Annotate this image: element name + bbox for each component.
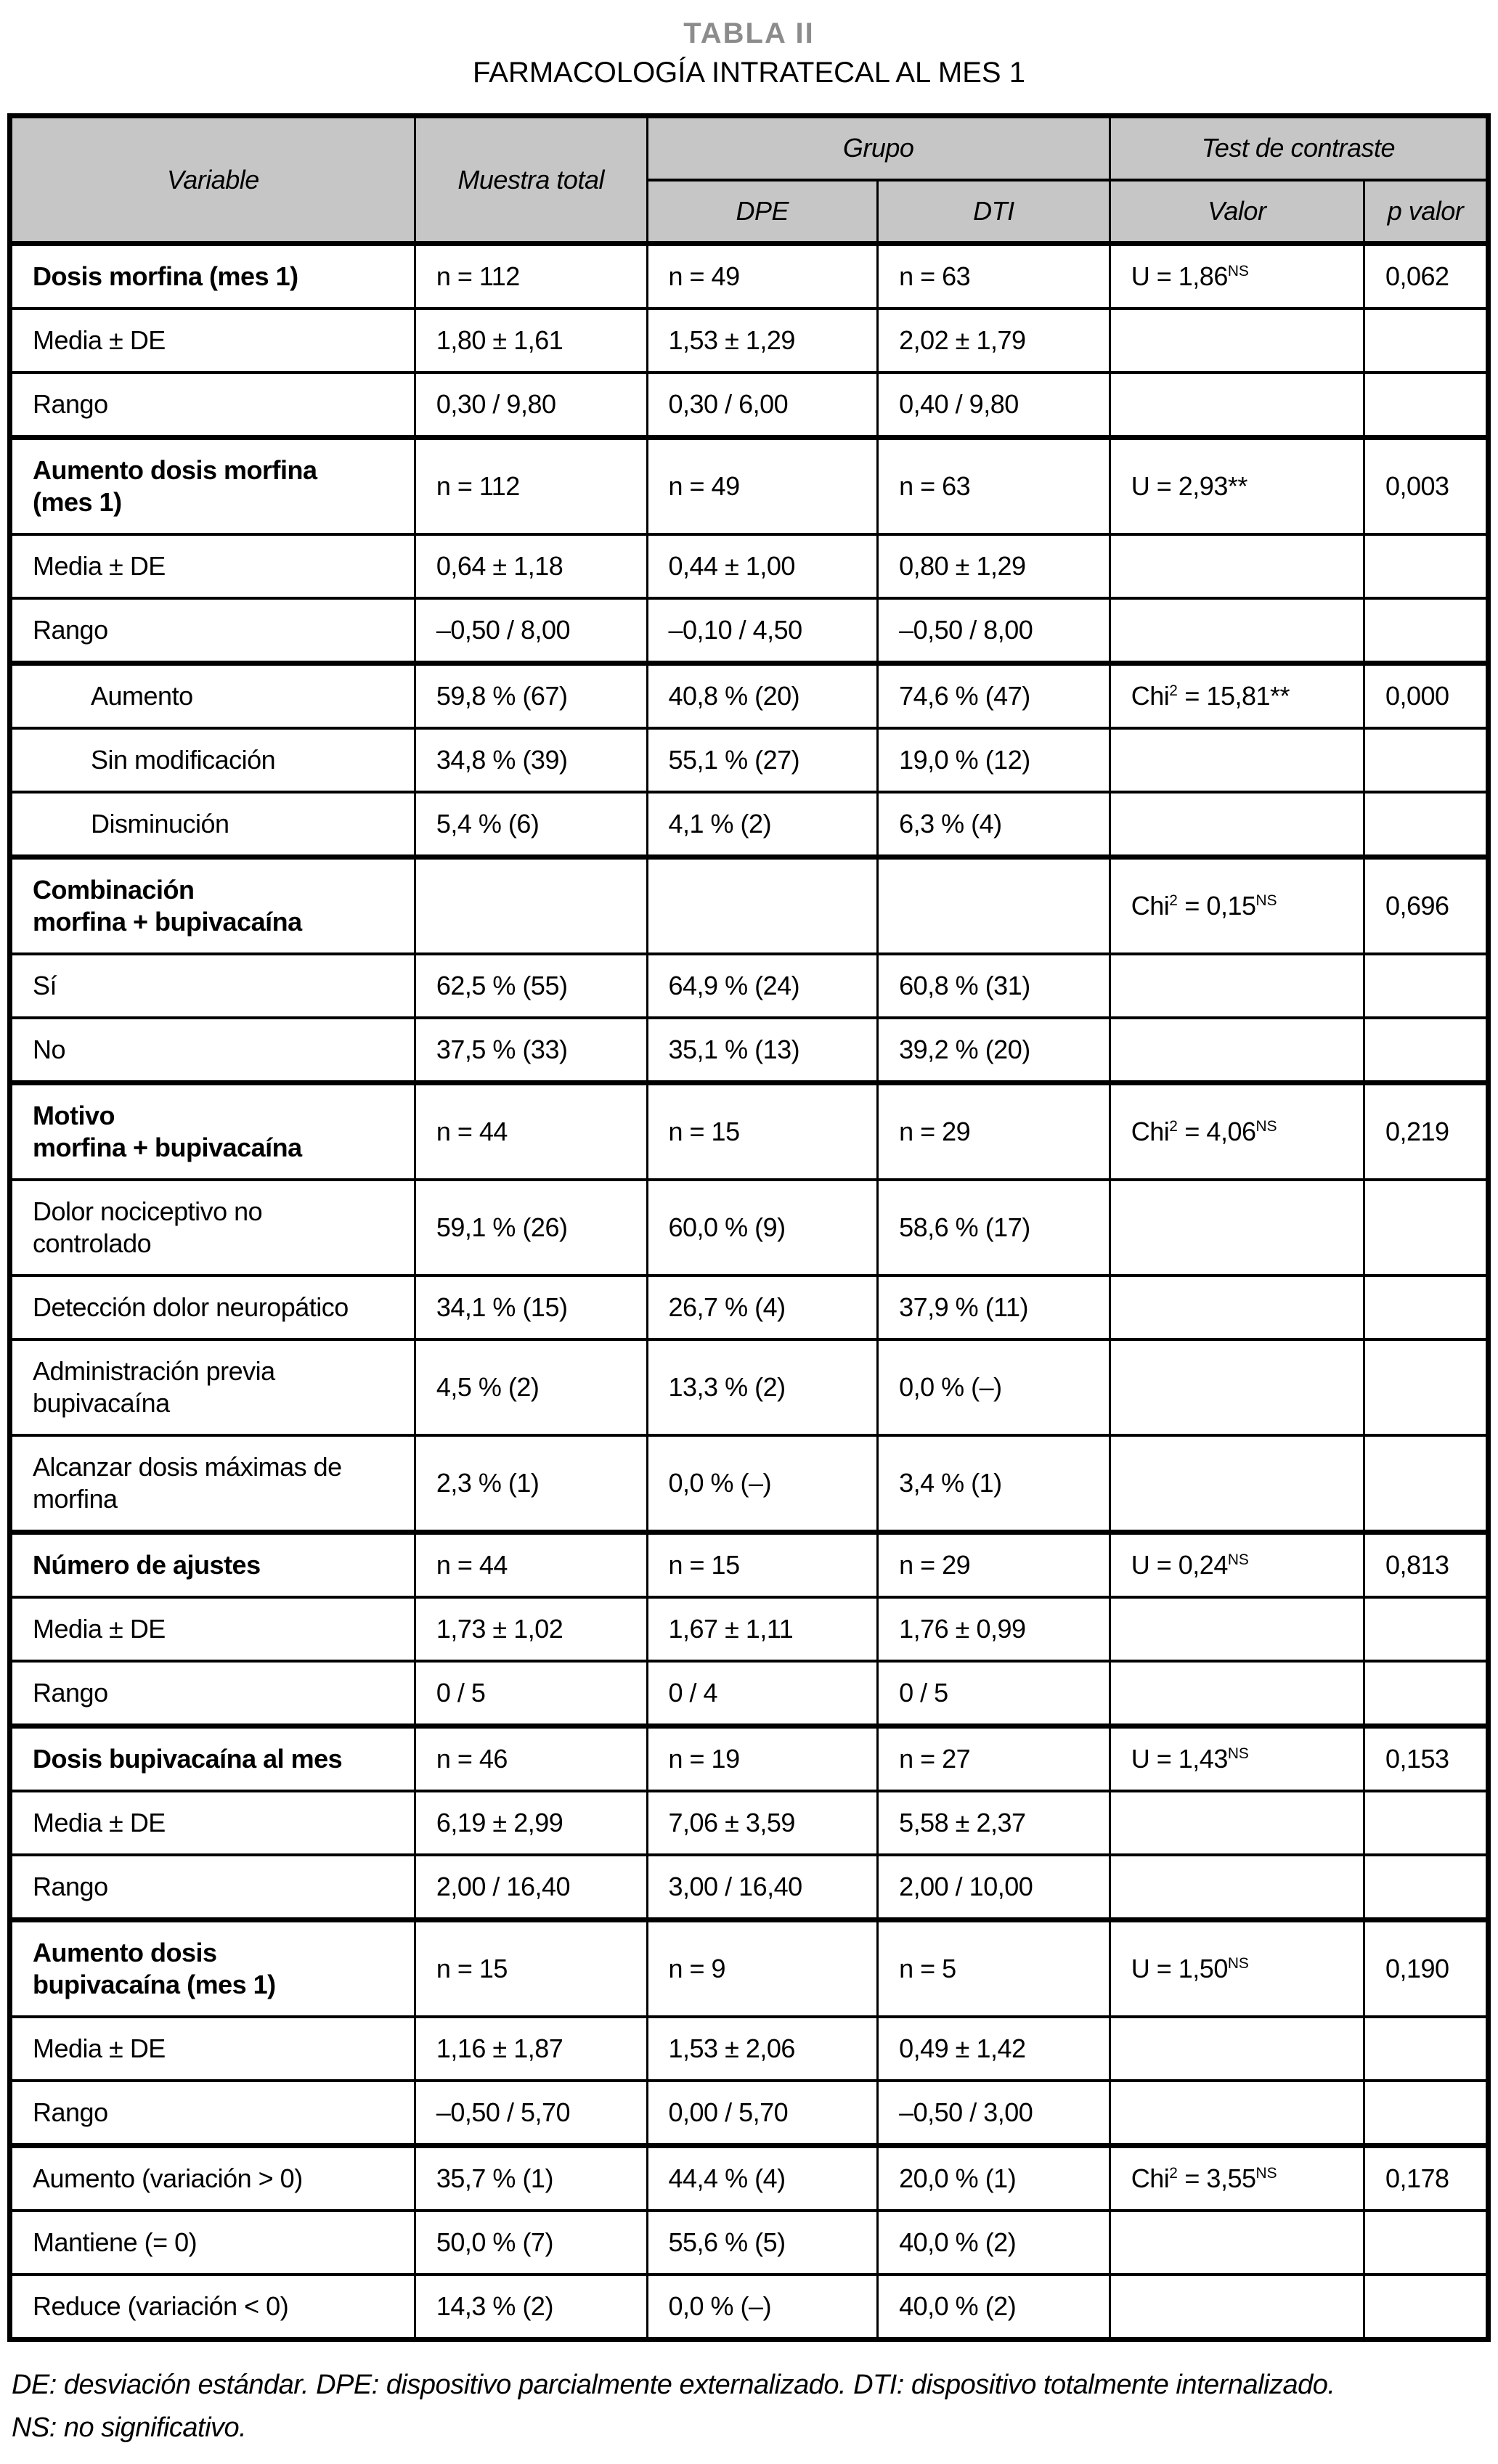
- row-label: Dosis morfina (mes 1): [10, 244, 415, 309]
- cell-dpe: 55,6 % (5): [647, 2211, 878, 2275]
- row-label: Detección dolor neuropático: [10, 1276, 415, 1339]
- cell-p-valor: 0,062: [1364, 244, 1488, 309]
- cell-dpe: n = 15: [647, 1533, 878, 1598]
- cell-dpe: n = 19: [647, 1726, 878, 1792]
- cell-test-valor: [1110, 309, 1364, 372]
- cell-muestra-total: 4,5 % (2): [415, 1339, 647, 1435]
- table-row: [10, 1791, 1489, 1855]
- cell-test-valor: [1110, 598, 1364, 664]
- cell-p-valor: [1364, 1018, 1488, 1083]
- table-body: [10, 244, 1489, 2340]
- header-test-contraste: Test de contraste: [1110, 116, 1488, 180]
- row-label: Aumento dosis bupivacaína (mes 1): [10, 1920, 415, 2018]
- row-label: Rango: [10, 1661, 415, 1726]
- cell-dti: 0,0 % (–): [878, 1339, 1110, 1435]
- row-label: Disminución: [10, 792, 415, 857]
- cell-p-valor: [1364, 534, 1488, 598]
- cell-test-valor: $Chi^2 = 3,55^{NS}$: [1110, 2146, 1364, 2211]
- table-row: [10, 372, 1489, 438]
- table-header: [10, 116, 1489, 244]
- header-row-1: [10, 116, 1489, 180]
- cell-p-valor: 0,190: [1364, 1920, 1488, 2018]
- cell-test-valor: [1110, 1661, 1364, 1726]
- cell-dti: n = 63: [878, 244, 1110, 309]
- cell-test-valor: [1110, 1018, 1364, 1083]
- cell-dti: 20,0 % (1): [878, 2146, 1110, 2211]
- table-row: [10, 1855, 1489, 1920]
- cell-dti: –0,50 / 3,00: [878, 2081, 1110, 2146]
- header-dpe: DPE: [647, 180, 878, 244]
- cell-dti: 58,6 % (17): [878, 1180, 1110, 1276]
- row-label: Combinación morfina + bupivacaína: [10, 857, 415, 955]
- cell-p-valor: [1364, 372, 1488, 438]
- header-dti: DTI: [878, 180, 1110, 244]
- cell-muestra-total: 2,00 / 16,40: [415, 1855, 647, 1920]
- cell-muestra-total: n = 44: [415, 1083, 647, 1180]
- cell-muestra-total: 1,73 ± 1,02: [415, 1597, 647, 1661]
- table-row: [10, 1083, 1489, 1180]
- row-label: Sí: [10, 954, 415, 1018]
- cell-dpe: 0 / 4: [647, 1661, 878, 1726]
- row-label: Reduce (variación < 0): [10, 2275, 415, 2340]
- table-row: [10, 1597, 1489, 1661]
- cell-dti: 5,58 ± 2,37: [878, 1791, 1110, 1855]
- cell-muestra-total: 0,30 / 9,80: [415, 372, 647, 438]
- row-label: Rango: [10, 598, 415, 664]
- cell-dti: 2,00 / 10,00: [878, 1855, 1110, 1920]
- cell-dti: n = 29: [878, 1533, 1110, 1598]
- cell-test-valor: [1110, 1597, 1364, 1661]
- row-label: Aumento (variación > 0): [10, 2146, 415, 2211]
- table-row: [10, 1018, 1489, 1083]
- cell-muestra-total: n = 15: [415, 1920, 647, 2018]
- cell-test-valor: [1110, 2211, 1364, 2275]
- table-row: [10, 534, 1489, 598]
- cell-muestra-total: 6,19 ± 2,99: [415, 1791, 647, 1855]
- row-label: Media ± DE: [10, 534, 415, 598]
- cell-test-valor: [1110, 1339, 1364, 1435]
- cell-test-valor: [1110, 372, 1364, 438]
- cell-p-valor: [1364, 2081, 1488, 2146]
- cell-dpe: 44,4 % (4): [647, 2146, 878, 2211]
- cell-dpe: 4,1 % (2): [647, 792, 878, 857]
- table-row: [10, 1276, 1489, 1339]
- table-row: [10, 2081, 1489, 2146]
- cell-test-valor: [1110, 2275, 1364, 2340]
- cell-test-valor: [1110, 1791, 1364, 1855]
- row-label: Rango: [10, 2081, 415, 2146]
- footnote: [12, 2364, 1486, 2449]
- cell-test-valor: [1110, 792, 1364, 857]
- cell-test-valor: [1110, 1180, 1364, 1276]
- cell-dti: n = 63: [878, 438, 1110, 535]
- cell-dti: 2,02 ± 1,79: [878, 309, 1110, 372]
- cell-dti: 37,9 % (11): [878, 1276, 1110, 1339]
- row-label: Media ± DE: [10, 309, 415, 372]
- cell-muestra-total: 14,3 % (2): [415, 2275, 647, 2340]
- header-muestra-total: Muestra total: [415, 116, 647, 244]
- table-row: [10, 857, 1489, 955]
- row-label: Media ± DE: [10, 2017, 415, 2081]
- table-row: [10, 244, 1489, 309]
- title-block: [7, 17, 1491, 89]
- cell-dpe: 64,9 % (24): [647, 954, 878, 1018]
- cell-dpe: [647, 857, 878, 955]
- table-row: [10, 1533, 1489, 1598]
- cell-p-valor: [1364, 2275, 1488, 2340]
- row-label: Rango: [10, 1855, 415, 1920]
- table-row: [10, 728, 1489, 792]
- cell-p-valor: 0,153: [1364, 1726, 1488, 1792]
- cell-dti: 39,2 % (20): [878, 1018, 1110, 1083]
- cell-dti: 74,6 % (47): [878, 664, 1110, 729]
- table-row: [10, 792, 1489, 857]
- row-label: Mantiene (= 0): [10, 2211, 415, 2275]
- cell-muestra-total: 37,5 % (33): [415, 1018, 647, 1083]
- row-label: Aumento: [10, 664, 415, 729]
- cell-test-valor: $Chi^2 = 4,06^{NS}$: [1110, 1083, 1364, 1180]
- cell-p-valor: 0,219: [1364, 1083, 1488, 1180]
- table-row: [10, 2017, 1489, 2081]
- cell-dpe: 35,1 % (13): [647, 1018, 878, 1083]
- cell-dti: n = 27: [878, 1726, 1110, 1792]
- row-label: Rango: [10, 372, 415, 438]
- cell-p-valor: [1364, 598, 1488, 664]
- table-row: [10, 2275, 1489, 2340]
- cell-dpe: n = 49: [647, 244, 878, 309]
- cell-dpe: n = 9: [647, 1920, 878, 2018]
- cell-dpe: –0,10 / 4,50: [647, 598, 878, 664]
- table-subtitle: FARMACOLOGÍA INTRATECAL AL MES 1: [473, 57, 1025, 89]
- cell-p-valor: 0,696: [1364, 857, 1488, 955]
- cell-muestra-total: 34,8 % (39): [415, 728, 647, 792]
- cell-muestra-total: –0,50 / 8,00: [415, 598, 647, 664]
- cell-dpe: 1,53 ± 2,06: [647, 2017, 878, 2081]
- cell-p-valor: [1364, 1276, 1488, 1339]
- row-label: Motivo morfina + bupivacaína: [10, 1083, 415, 1180]
- cell-muestra-total: 0,64 ± 1,18: [415, 534, 647, 598]
- cell-p-valor: [1364, 2017, 1488, 2081]
- cell-dpe: 13,3 % (2): [647, 1339, 878, 1435]
- cell-p-valor: [1364, 2211, 1488, 2275]
- cell-dpe: 0,44 ± 1,00: [647, 534, 878, 598]
- cell-dti: 40,0 % (2): [878, 2275, 1110, 2340]
- cell-dpe: 26,7 % (4): [647, 1276, 878, 1339]
- row-label: No: [10, 1018, 415, 1083]
- cell-dti: [878, 857, 1110, 955]
- cell-test-valor: Chi$^2$ = 15,81**: [1110, 664, 1364, 729]
- header-variable: Variable: [10, 116, 415, 244]
- cell-dti: 0 / 5: [878, 1661, 1110, 1726]
- cell-dti: n = 5: [878, 1920, 1110, 2018]
- cell-p-valor: 0,000: [1364, 664, 1488, 729]
- cell-dpe: 3,00 / 16,40: [647, 1855, 878, 1920]
- cell-dti: n = 29: [878, 1083, 1110, 1180]
- cell-p-valor: [1364, 728, 1488, 792]
- header-valor: Valor: [1110, 180, 1364, 244]
- cell-muestra-total: 59,8 % (67): [415, 664, 647, 729]
- table-row: [10, 2146, 1489, 2211]
- cell-p-valor: 0,178: [1364, 2146, 1488, 2211]
- cell-p-valor: [1364, 1339, 1488, 1435]
- row-label: Dosis bupivacaína al mes: [10, 1726, 415, 1792]
- cell-dti: 6,3 % (4): [878, 792, 1110, 857]
- row-label: Número de ajustes: [10, 1533, 415, 1598]
- table-title: TABLA II: [683, 17, 815, 49]
- cell-p-valor: [1364, 1791, 1488, 1855]
- table-row: [10, 1180, 1489, 1276]
- table-row: [10, 2211, 1489, 2275]
- table-row: [10, 598, 1489, 664]
- row-label: Sin modificación: [10, 728, 415, 792]
- cell-test-valor: [1110, 1435, 1364, 1533]
- cell-muestra-total: n = 46: [415, 1726, 647, 1792]
- cell-p-valor: [1364, 792, 1488, 857]
- cell-muestra-total: 5,4 % (6): [415, 792, 647, 857]
- cell-muestra-total: 34,1 % (15): [415, 1276, 647, 1339]
- cell-dti: 3,4 % (1): [878, 1435, 1110, 1533]
- table-row: [10, 664, 1489, 729]
- cell-dti: –0,50 / 8,00: [878, 598, 1110, 664]
- table-row: [10, 1339, 1489, 1435]
- cell-test-valor: [1110, 954, 1364, 1018]
- cell-dti: 0,80 ± 1,29: [878, 534, 1110, 598]
- row-label: Alcanzar dosis máximas de morfina: [10, 1435, 415, 1533]
- cell-test-valor: [1110, 728, 1364, 792]
- cell-dti: 1,76 ± 0,99: [878, 1597, 1110, 1661]
- cell-test-valor: $U = 1,50^{NS}$: [1110, 1920, 1364, 2018]
- table-row: [10, 954, 1489, 1018]
- cell-p-valor: [1364, 1855, 1488, 1920]
- cell-dpe: 40,8 % (20): [647, 664, 878, 729]
- cell-test-valor: $Chi^2 = 0,15^{NS}$: [1110, 857, 1364, 955]
- cell-dti: 0,49 ± 1,42: [878, 2017, 1110, 2081]
- cell-dti: 19,0 % (12): [878, 728, 1110, 792]
- row-label: Media ± DE: [10, 1791, 415, 1855]
- cell-dpe: 7,06 ± 3,59: [647, 1791, 878, 1855]
- row-label: Aumento dosis morfina (mes 1): [10, 438, 415, 535]
- footnote-line-2: NS: no significativo.: [12, 2412, 247, 2443]
- cell-dpe: 55,1 % (27): [647, 728, 878, 792]
- cell-muestra-total: 59,1 % (26): [415, 1180, 647, 1276]
- cell-test-valor: [1110, 2081, 1364, 2146]
- cell-dti: 60,8 % (31): [878, 954, 1110, 1018]
- footnote-line-1: DE: desviación estándar. DPE: dispositivo parcialmente externalizado. DTI: dispositivo totalmente internalizado.: [12, 2370, 1335, 2400]
- table-row: [10, 1435, 1489, 1533]
- table-row: [10, 1726, 1489, 1792]
- table-row: [10, 1920, 1489, 2018]
- header-p-valor: p valor: [1364, 180, 1488, 244]
- cell-p-valor: [1364, 1435, 1488, 1533]
- cell-muestra-total: –0,50 / 5,70: [415, 2081, 647, 2146]
- cell-muestra-total: 0 / 5: [415, 1661, 647, 1726]
- cell-muestra-total: 2,3 % (1): [415, 1435, 647, 1533]
- cell-muestra-total: n = 112: [415, 244, 647, 309]
- cell-dpe: 1,67 ± 1,11: [647, 1597, 878, 1661]
- row-label: Dolor nociceptivo no controlado: [10, 1180, 415, 1276]
- header-grupo: Grupo: [647, 116, 1110, 180]
- cell-dpe: 0,0 % (–): [647, 2275, 878, 2340]
- cell-muestra-total: 1,80 ± 1,61: [415, 309, 647, 372]
- cell-dpe: 1,53 ± 1,29: [647, 309, 878, 372]
- cell-p-valor: 0,813: [1364, 1533, 1488, 1598]
- table-row: [10, 1661, 1489, 1726]
- cell-p-valor: [1364, 309, 1488, 372]
- cell-p-valor: [1364, 1180, 1488, 1276]
- cell-test-valor: U = 2,93**: [1110, 438, 1364, 535]
- cell-p-valor: [1364, 1661, 1488, 1726]
- cell-dpe: 0,0 % (–): [647, 1435, 878, 1533]
- cell-muestra-total: n = 44: [415, 1533, 647, 1598]
- table-row: [10, 309, 1489, 372]
- row-label: Administración previa bupivacaína: [10, 1339, 415, 1435]
- cell-test-valor: [1110, 1276, 1364, 1339]
- cell-dpe: 0,00 / 5,70: [647, 2081, 878, 2146]
- cell-test-valor: [1110, 1855, 1364, 1920]
- cell-p-valor: 0,003: [1364, 438, 1488, 535]
- cell-test-valor: [1110, 2017, 1364, 2081]
- cell-muestra-total: 50,0 % (7): [415, 2211, 647, 2275]
- cell-test-valor: $U = 1,43^{NS}$: [1110, 1726, 1364, 1792]
- cell-test-valor: $U = 0,24^{NS}$: [1110, 1533, 1364, 1598]
- cell-muestra-total: 62,5 % (55): [415, 954, 647, 1018]
- cell-dpe: n = 49: [647, 438, 878, 535]
- cell-muestra-total: 35,7 % (1): [415, 2146, 647, 2211]
- cell-test-valor: [1110, 534, 1364, 598]
- cell-muestra-total: [415, 857, 647, 955]
- cell-dti: 40,0 % (2): [878, 2211, 1110, 2275]
- cell-p-valor: [1364, 954, 1488, 1018]
- cell-dpe: 60,0 % (9): [647, 1180, 878, 1276]
- row-label: Media ± DE: [10, 1597, 415, 1661]
- cell-test-valor: $U = 1,86^{NS}$: [1110, 244, 1364, 309]
- pharmacology-table: [7, 113, 1491, 2342]
- cell-p-valor: [1364, 1597, 1488, 1661]
- cell-muestra-total: n = 112: [415, 438, 647, 535]
- cell-dpe: n = 15: [647, 1083, 878, 1180]
- cell-dpe: 0,30 / 6,00: [647, 372, 878, 438]
- table-row: [10, 438, 1489, 535]
- cell-muestra-total: 1,16 ± 1,87: [415, 2017, 647, 2081]
- cell-dti: 0,40 / 9,80: [878, 372, 1110, 438]
